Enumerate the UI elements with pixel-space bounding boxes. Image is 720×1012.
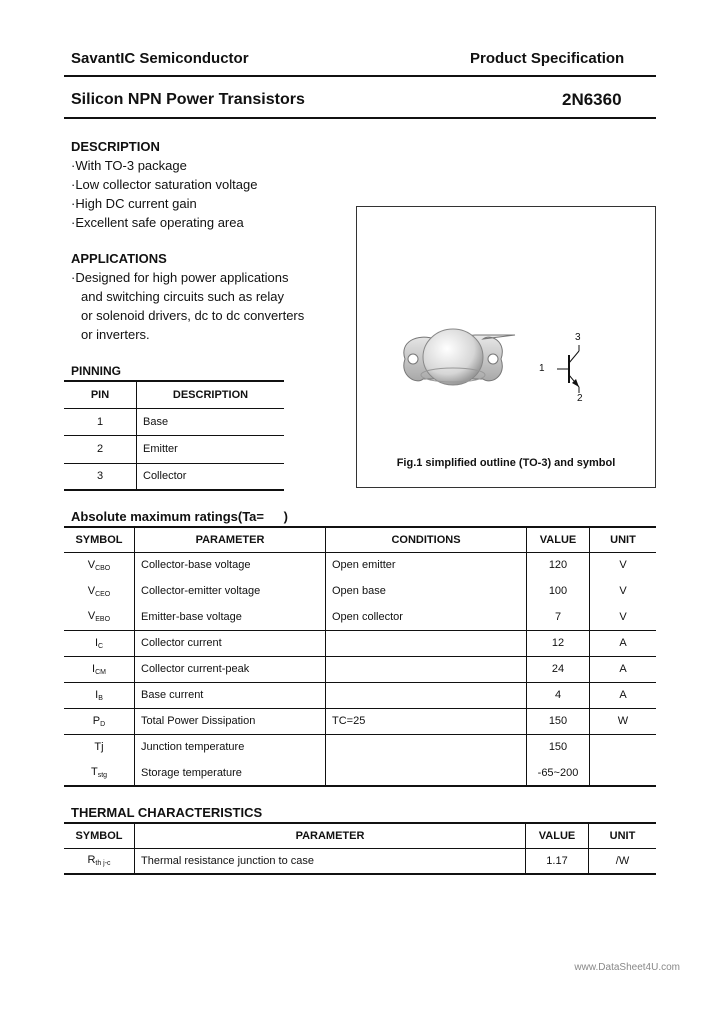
value-cell: 24 <box>527 656 590 682</box>
description-item: ·High DC current gain <box>71 196 197 211</box>
figure-caption: Fig.1 simplified outline (TO-3) and symbol <box>396 457 616 469</box>
table-row <box>64 760 656 786</box>
unit-cell: /W <box>589 848 657 874</box>
parameter-cell: Storage temperature <box>135 760 326 786</box>
description-title: DESCRIPTION <box>71 139 160 154</box>
unit-cell: A <box>590 656 657 682</box>
conditions-cell: Open collector <box>326 604 527 630</box>
description-item: ·With TO-3 package <box>71 158 187 173</box>
parameter-cell: Collector current <box>135 630 326 656</box>
conditions-cell: Open base <box>326 578 527 604</box>
thermal-title: THERMAL CHARACTERISTICS <box>71 805 263 820</box>
unit-cell: W <box>590 708 657 734</box>
conditions-cell: TC=25 <box>326 708 527 734</box>
unit-cell <box>590 734 657 760</box>
abs-max-title-text: Absolute maximum ratings(Ta= <box>71 509 264 524</box>
npn-transistor-symbol <box>557 345 579 393</box>
table-header-row <box>64 823 656 848</box>
conditions-cell <box>326 656 527 682</box>
column-header: CONDITIONS <box>326 527 527 552</box>
table-row <box>64 552 656 578</box>
table-header-row <box>64 527 656 552</box>
table-row <box>64 734 656 760</box>
pin-number: 1 <box>96 415 104 428</box>
pin-description: Collector <box>137 463 285 490</box>
symbol-cell: $I_{CM}$ <box>92 662 106 676</box>
conditions-cell <box>326 734 527 760</box>
table-row <box>64 463 284 490</box>
symbol-cell: Tj <box>94 740 104 753</box>
table-row <box>64 848 656 874</box>
table-row <box>64 435 284 463</box>
value-cell: 12 <box>527 630 590 656</box>
parameter-cell: Base current <box>135 682 326 708</box>
column-header: UNIT <box>589 823 657 848</box>
symbol-cell: $V_{EBO}$ <box>87 610 111 624</box>
pin-label-emitter: 2 <box>577 393 583 404</box>
table-row <box>64 408 284 435</box>
conditions-cell <box>326 760 527 786</box>
description-item: ·Low collector saturation voltage <box>71 177 258 192</box>
unit-cell: A <box>590 630 657 656</box>
pinning-table <box>64 380 284 491</box>
parameter-cell: Junction temperature <box>135 734 326 760</box>
column-header: PIN <box>90 388 110 401</box>
parameter-cell: Collector current-peak <box>135 656 326 682</box>
symbol-cell: $I_C$ <box>94 636 104 650</box>
column-header: PARAMETER <box>135 823 526 848</box>
parameter-cell: Collector-base voltage <box>135 552 326 578</box>
column-header: PARAMETER <box>135 527 326 552</box>
conditions-cell <box>326 682 527 708</box>
pin-number: 2 <box>96 443 104 455</box>
parameter-cell: Thermal resistance junction to case <box>135 848 526 874</box>
column-header: SYMBOL <box>75 829 123 842</box>
company-name: SavantIC Semiconductor <box>71 50 249 67</box>
value-cell: -65~200 <box>527 760 590 786</box>
symbol-cell: $V_{CEO}$ <box>87 584 111 598</box>
unit-cell: A <box>590 682 657 708</box>
applications-text <box>71 268 304 344</box>
column-header: VALUE <box>527 527 590 552</box>
value-cell: 1.17 <box>526 848 589 874</box>
thermal-table <box>64 822 656 875</box>
table-row <box>64 578 656 604</box>
doc-type: Product Specification <box>470 50 625 67</box>
parameter-cell: Emitter-base voltage <box>135 604 326 630</box>
parameter-cell: Collector-emitter voltage <box>135 578 326 604</box>
unit-cell: V <box>590 578 657 604</box>
symbol-cell: $R_{th j-c}$ <box>87 854 111 868</box>
value-cell: 120 <box>527 552 590 578</box>
header-rule-bottom <box>64 117 656 119</box>
table-row <box>64 708 656 734</box>
value-cell: 4 <box>527 682 590 708</box>
column-header: VALUE <box>526 823 589 848</box>
column-header: DESCRIPTION <box>137 381 285 408</box>
unit-cell: V <box>590 604 657 630</box>
table-header-row <box>64 381 284 408</box>
table-row <box>64 604 656 630</box>
part-number: 2N6360 <box>562 90 622 109</box>
conditions-cell: Open emitter <box>326 552 527 578</box>
pinning-title: PINNING <box>71 364 122 378</box>
unit-cell <box>590 760 657 786</box>
pin-label-collector: 3 <box>575 332 581 343</box>
abs-max-title <box>71 509 288 524</box>
value-cell: 7 <box>527 604 590 630</box>
description-item: ·Excellent safe operating area <box>71 215 244 230</box>
description-list <box>71 156 257 232</box>
value-cell: 100 <box>527 578 590 604</box>
pin-number: 3 <box>96 470 104 483</box>
figure-box <box>356 206 656 488</box>
abs-max-table <box>64 526 656 787</box>
applications-line: ·Designed for high power applications <box>71 270 289 285</box>
symbol-cell: $V_{CBO}$ <box>87 558 111 572</box>
table-row <box>64 630 656 656</box>
product-line: Silicon NPN Power Transistors <box>71 91 305 108</box>
header-rule-top <box>64 75 656 77</box>
abs-max-title-end: ) <box>283 509 288 524</box>
applications-line: or inverters. <box>81 327 150 342</box>
table-row <box>64 656 656 682</box>
applications-line: and switching circuits such as relay <box>81 289 285 304</box>
unit-cell: V <box>590 552 657 578</box>
symbol-cell: $P_D$ <box>92 714 106 728</box>
table-row <box>64 682 656 708</box>
column-header: SYMBOL <box>75 533 123 546</box>
column-header: UNIT <box>590 527 657 552</box>
pin-description: Base <box>137 408 285 435</box>
footer-watermark[interactable]: www.DataSheet4U.com <box>574 962 680 973</box>
value-cell: 150 <box>527 734 590 760</box>
applications-title: APPLICATIONS <box>71 251 167 266</box>
value-cell: 150 <box>527 708 590 734</box>
parameter-cell: Total Power Dissipation <box>135 708 326 734</box>
to3-package-illustration <box>357 207 655 447</box>
symbol-cell: $T_{stg}$ <box>90 766 108 779</box>
symbol-cell: $I_B$ <box>95 688 103 702</box>
pin-label-base: 1 <box>539 363 545 374</box>
applications-line: or solenoid drivers, dc to dc converters <box>81 308 305 323</box>
pin-description: Emitter <box>137 435 285 463</box>
conditions-cell <box>326 630 527 656</box>
